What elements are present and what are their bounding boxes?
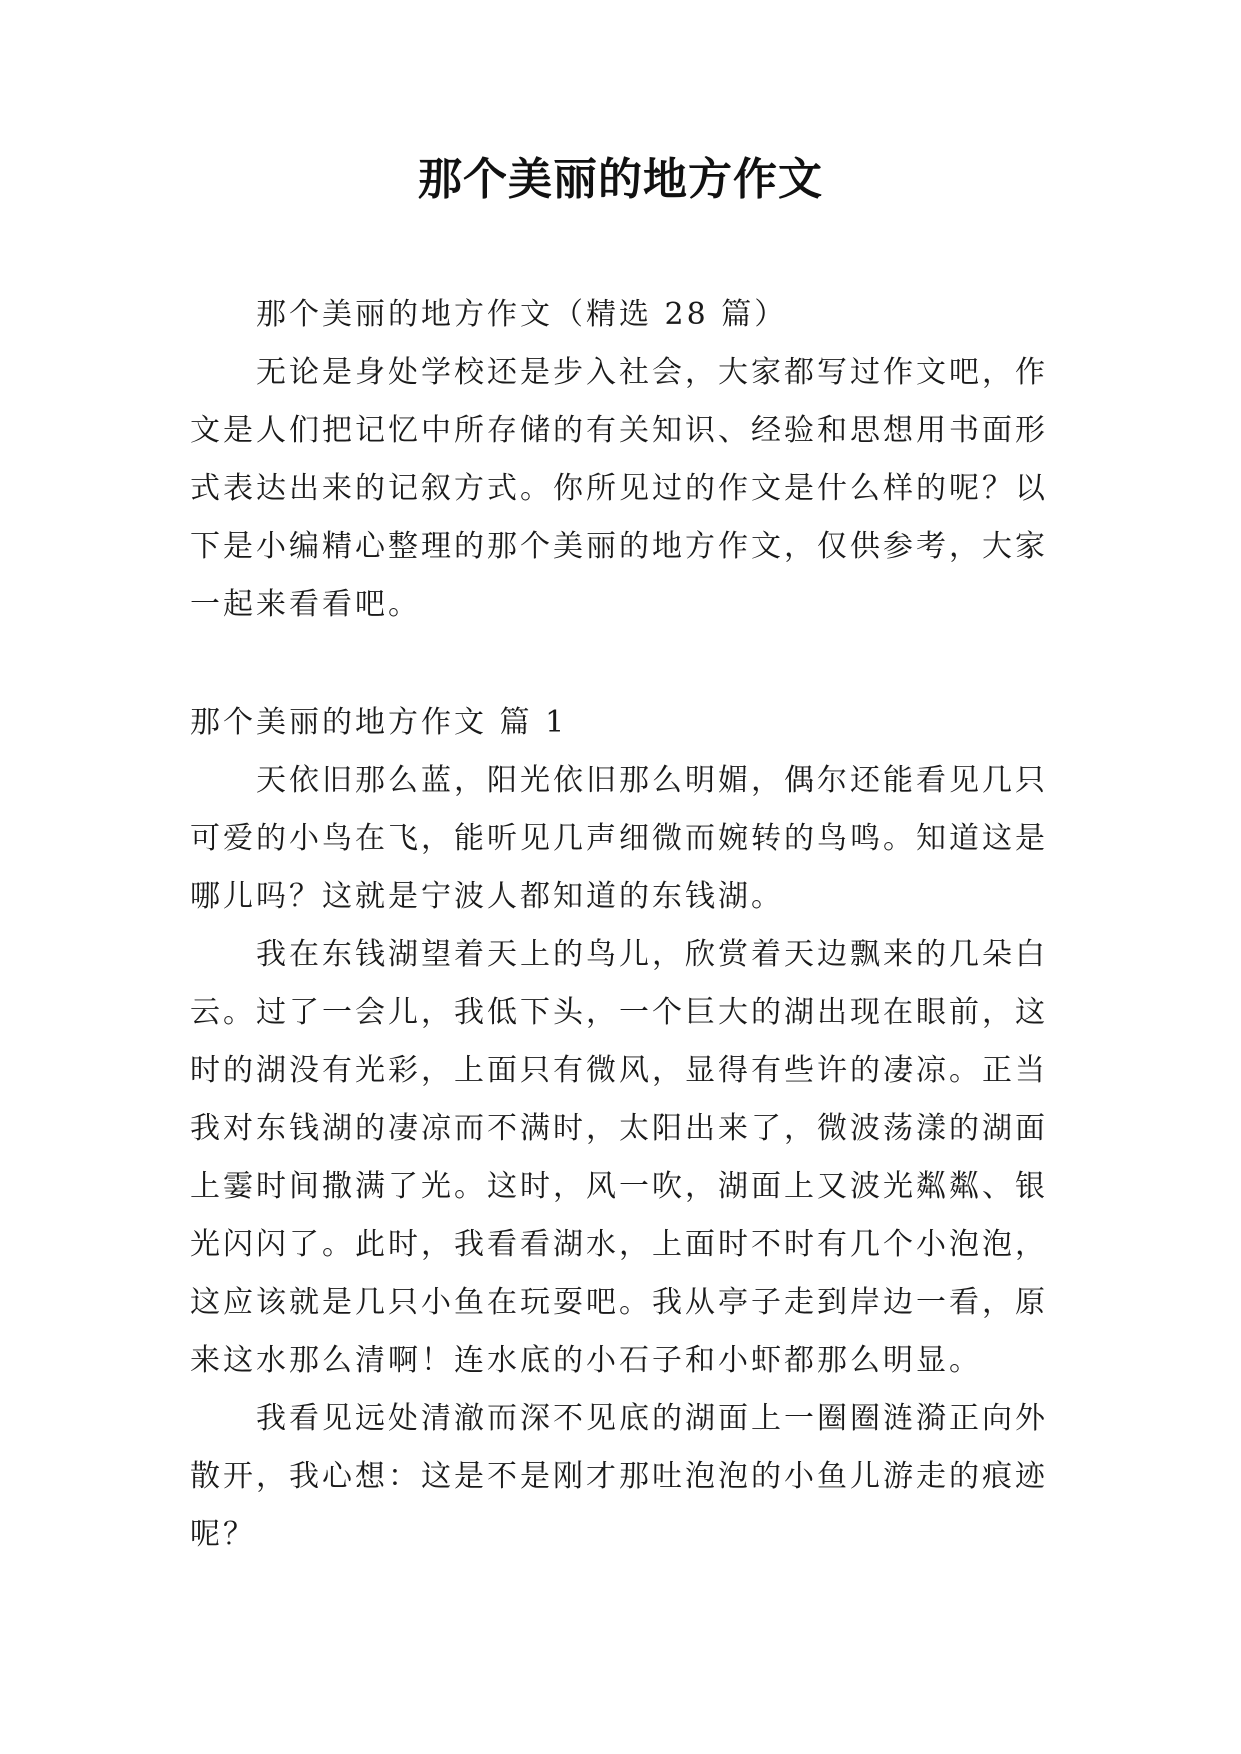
body-paragraph: 我在东钱湖望着天上的鸟儿，欣赏着天边飘来的几朵白云。过了一会儿，我低下头，一个巨大的湖出现在眼前，这时的湖没有光彩，上面只有微风，显得有些许的凄凉。正当我对东钱湖的凄凉而不满时，太阳出来了，微波荡漾的湖面上霎时间撒满了光。这时，风一吹，湖面上又波光粼粼、银光闪闪了。此时，我看看湖水，上面时不时有几个小泡泡，这应该就是几只小鱼在玩耍吧。我从亭子走到岸边一看，原来这水那么清啊！连水底的小石子和小虾都那么明显。: [190, 937, 1048, 1378]
body-paragraph: 天依旧那么蓝，阳光依旧那么明媚，偶尔还能看见几只可爱的小鸟在飞，能听见几声细微而婉转的鸟鸣。知道这是哪儿吗？这就是宁波人都知道的东钱湖。: [190, 763, 1048, 914]
document-subtitle: 那个美丽的地方作文（精选 28 篇）: [256, 297, 788, 332]
section-heading: 那个美丽的地方作文 篇 1: [190, 705, 568, 740]
section-spacer: [190, 634, 1048, 694]
document-title: 那个美丽的地方作文: [418, 154, 823, 205]
body-paragraph: 我看见远处清澈而深不见底的湖面上一圈圈涟漪正向外散开，我心想：这是不是刚才那吐泡泡的小鱼儿游走的痕迹呢？: [190, 1401, 1048, 1552]
document-body: [190, 286, 1048, 1564]
intro-paragraph: 无论是身处学校还是步入社会，大家都写过作文吧，作文是人们把记忆中所存储的有关知识、经验和思想用书面形式表达出来的记叙方式。你所见过的作文是什么样的呢？以下是小编精心整理的那个美丽的地方作文，仅供参考，大家一起来看看吧。: [190, 355, 1048, 622]
